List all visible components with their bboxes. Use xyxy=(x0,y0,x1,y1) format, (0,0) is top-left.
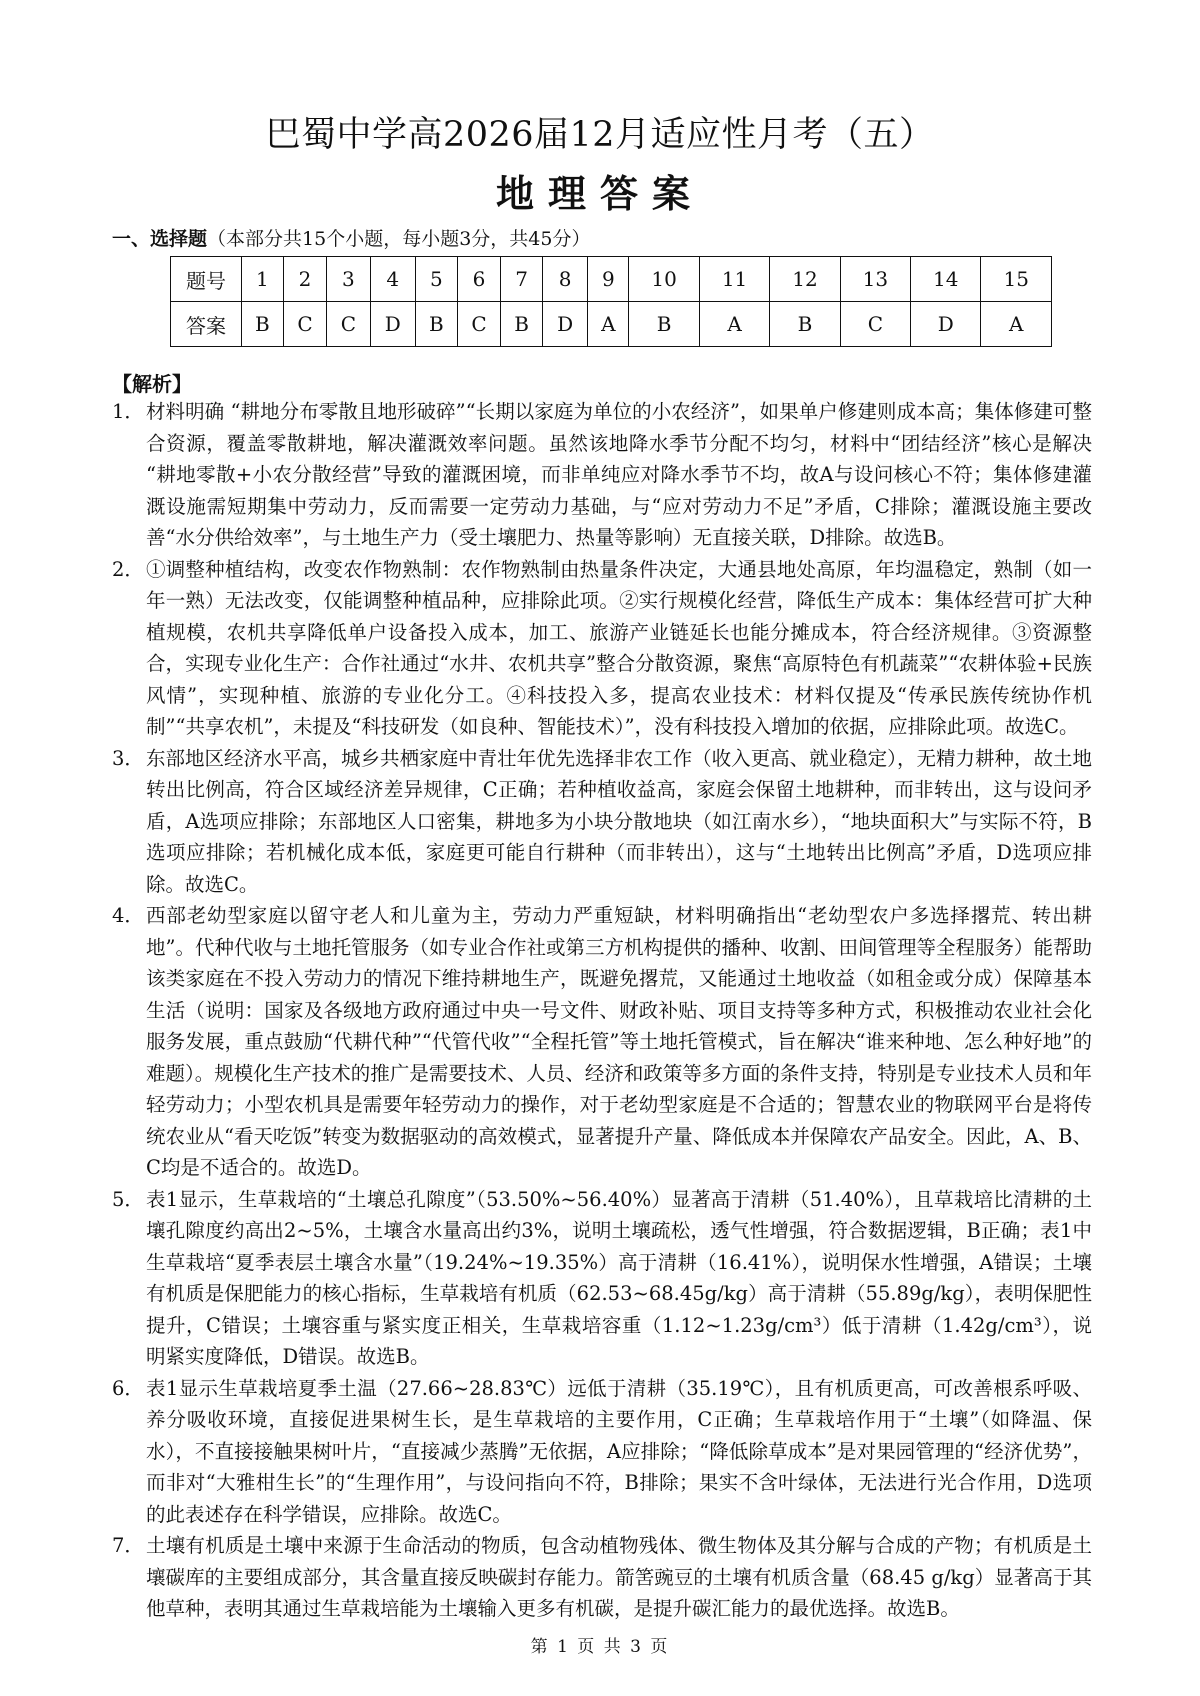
table-cell: C xyxy=(457,302,500,347)
item-text: ①调整种植结构，改变农作物熟制：农作物熟制由热量条件决定，大通县地处高原，年均温稳定，熟制（如一年一熟）无法改变，仅能调整种植品种，应排除此项。②实行规模化经营，降低生产成本：集体经营可扩大种植规模，农机共享降低单户设备投入成本，加工、旅游产业链延长也能分摊成本，符合经济规律。③资源整合，实现专业化生产：合作社通过“水井、农机共享”整合分散资源，聚焦“高原特色有机蔬菜”“农耕体验+民族风情”，实现种植、旅游的专业化分工。④科技投入多，提高农业技术：材料仅提及“传承民族传统协作机制”“共享农机”，未提及“科技研发（如良种、智能技术）”，没有科技投入增加的依据，应排除此项。故选C。 xyxy=(146,557,1092,738)
table-cell: 3 xyxy=(327,257,370,302)
table-cell: C xyxy=(327,302,370,347)
table-cell: 12 xyxy=(770,257,840,302)
table-cell: 7 xyxy=(501,257,543,302)
page-subtitle: 地理答案 xyxy=(495,171,704,216)
table-cell: D xyxy=(370,302,415,347)
list-item xyxy=(112,1184,1092,1373)
table-cell: 15 xyxy=(981,257,1052,302)
table-cell: 4 xyxy=(370,257,415,302)
table-cell: B xyxy=(415,302,457,347)
list-item xyxy=(112,900,1092,1184)
table-cell: C xyxy=(840,302,910,347)
table-cell: C xyxy=(283,302,326,347)
table-cell: 5 xyxy=(415,257,457,302)
table-cell: A xyxy=(981,302,1052,347)
table-cell: B xyxy=(501,302,543,347)
item-number: 6． xyxy=(112,1376,144,1400)
item-number: 1． xyxy=(112,400,144,423)
item-text: 东部地区经济水平高，城乡共栖家庭中青壮年优先选择非农工作（收入更高、就业稳定），无精力耕种，故土地转出比例高，符合区域经济差异规律，C正确；若种植收益高，家庭会保留土地耕种，而非转出，这与设问矛盾，A选项应排除；东部地区人口密集，耕地多为小块分散地块（如江南水乡），“地块面积大”与实际不符，B选项应排除；若机械化成本低，家庭更可能自行耕种（而非转出），这与“土地转出比例高”矛盾，D选项应排除。故选C。 xyxy=(146,746,1092,896)
item-text: 材料明确 “耕地分布零散且地形破碎”“长期以家庭为单位的小农经济”，如果单户修建则成本高；集体修建可整合资源，覆盖零散耕地，解决灌溉效率问题。虽然该地降水季节分配不均匀，材料中“团结经济”核心是解决 “耕地零散+小农分散经营”导致的灌溉困境，而非单纯应对降水季节不均，故A与设问核心不符；集体修建灌溉设施需短期集中劳动力，反而需要一定劳动力基础，与“应对劳动力不足”矛盾，C排除；灌溉设施主要改善“水分供给效率”，与土地生产力（受土壤肥力、热量等影响）无直接关联，D排除。故选B。 xyxy=(146,400,1092,549)
table-cell: 13 xyxy=(840,257,910,302)
table-cell: 14 xyxy=(911,257,981,302)
item-text: 西部老幼型家庭以留守老人和儿童为主，劳动力严重短缺，材料明确指出“老幼型农户多选择撂荒、转出耕地”。代种代收与土地托管服务（如专业合作社或第三方机构提供的播种、收割、田间管理等全程服务）能帮助该类家庭在不投入劳动力的情况下维持耕地生产，既避免撂荒，又能通过土地收益（如租金或分成）保障基本生活（说明：国家及各级地方政府通过中央一号文件、财政补贴、项目支持等多种方式，积极推动农业社会化服务发展，重点鼓励“代耕代种”“代管代收”“全程托管”等土地托管模式，旨在解决“谁来种地、怎么种好地”的难题）。规模化生产技术的推广是需要技术、人员、经济和政策等多方面的条件支持，特别是专业技术人员和年轻劳动力；小型农机具是需要年轻劳动力的操作，对于老幼型家庭是不合适的；智慧农业的物联网平台是将传统农业从“看天吃饭”转变为数据驱动的高效模式，显著提升产量、降低成本并保障农产品安全。因此，A、B、C均是不适合的。故选D。 xyxy=(146,904,1092,1179)
table-cell: A xyxy=(588,302,629,347)
table-cell: 10 xyxy=(629,257,699,302)
section-heading xyxy=(112,225,590,253)
list-item xyxy=(112,743,1092,901)
table-cell: B xyxy=(629,302,699,347)
item-text: 土壤有机质是土壤中来源于生命活动的物质，包含动植物残体、微生物体及其分解与合成的产物；有机质是土壤碳库的主要组成部分，其含量直接反映碳封存能力。箭筈豌豆的土壤有机质含量（68.45 g/kg）显著高于其他草种，表明其通过生草栽培能为土壤输入更多有机碳，是提升碳汇能力的最优选择。故选B。 xyxy=(146,1534,1092,1620)
table-cell: 6 xyxy=(457,257,500,302)
table-row-numbers xyxy=(171,257,1052,302)
table-row-answers xyxy=(171,302,1052,347)
table-cell: 2 xyxy=(283,257,326,302)
table-cell: 8 xyxy=(542,257,587,302)
list-item xyxy=(112,1530,1092,1625)
item-number: 2． xyxy=(112,557,144,581)
table-cell: D xyxy=(911,302,981,347)
item-number: 7． xyxy=(112,1534,144,1557)
table-cell: A xyxy=(699,302,769,347)
table-cell: B xyxy=(242,302,284,347)
page-title: 巴蜀中学高2026届12月适应性月考（五） xyxy=(265,115,935,155)
row-label-answer: 答案 xyxy=(171,302,242,347)
section-title: 一、选择题 xyxy=(112,228,208,250)
section-note: （本部分共15个小题，每小题3分，共45分） xyxy=(207,228,591,250)
page-footer: 第 1 页 共 3 页 xyxy=(530,1637,670,1657)
list-item xyxy=(112,1373,1092,1531)
table-cell: D xyxy=(542,302,587,347)
item-number: 3． xyxy=(112,746,144,770)
item-text: 表1显示，生草栽培的“土壤总孔隙度”（53.50%~56.40%）显著高于清耕（51.40%），且草栽培比清耕的土壤孔隙度约高出2~5%，土壤含水量高出约3%，说明土壤疏松，透气性增强，符合数据逻辑，B正确；表1中生草栽培“夏季表层土壤含水量”（19.24%~19.35%）高于清耕（16.41%），说明保水性增强，A错误；土壤有机质是保肥能力的核心指标，生草栽培有机质（62.53~68.45g/kg）高于清耕（55.89g/kg），表明保肥性提升，C错误；土壤容重与紧实度正相关，生草栽培容重（1.12~1.23g/cm³）低于清耕（1.42g/cm³），说明紧实度降低，D错误。故选B。 xyxy=(146,1187,1092,1368)
analysis-heading: 【解析】 xyxy=(112,372,192,396)
analysis-list xyxy=(112,396,1092,1625)
item-number: 4． xyxy=(112,904,144,927)
item-number: 5． xyxy=(112,1187,144,1211)
list-item xyxy=(112,396,1092,554)
row-label-number: 题号 xyxy=(171,257,242,302)
table-cell: 9 xyxy=(588,257,629,302)
list-item xyxy=(112,554,1092,743)
answer-table xyxy=(170,256,1052,347)
table-cell: 11 xyxy=(699,257,769,302)
table-cell: 1 xyxy=(242,257,284,302)
table-cell: B xyxy=(770,302,840,347)
item-text: 表1显示生草栽培夏季土温（27.66~28.83℃）远低于清耕（35.19℃），且有机质更高，可改善根系呼吸、养分吸收环境，直接促进果树生长，是生草栽培的主要作用，C正确；生草栽培作用于“土壤”（如降温、保水），不直接接触果树叶片，“直接减少蒸腾”无依据，A应排除；“降低除草成本”是对果园管理的“经济优势”，而非对“大雅柑生长”的“生理作用”，与设问指向不符，B排除；果实不含叶绿体，无法进行光合作用，D选项的此表述存在科学错误，应排除。故选C。 xyxy=(146,1376,1092,1526)
